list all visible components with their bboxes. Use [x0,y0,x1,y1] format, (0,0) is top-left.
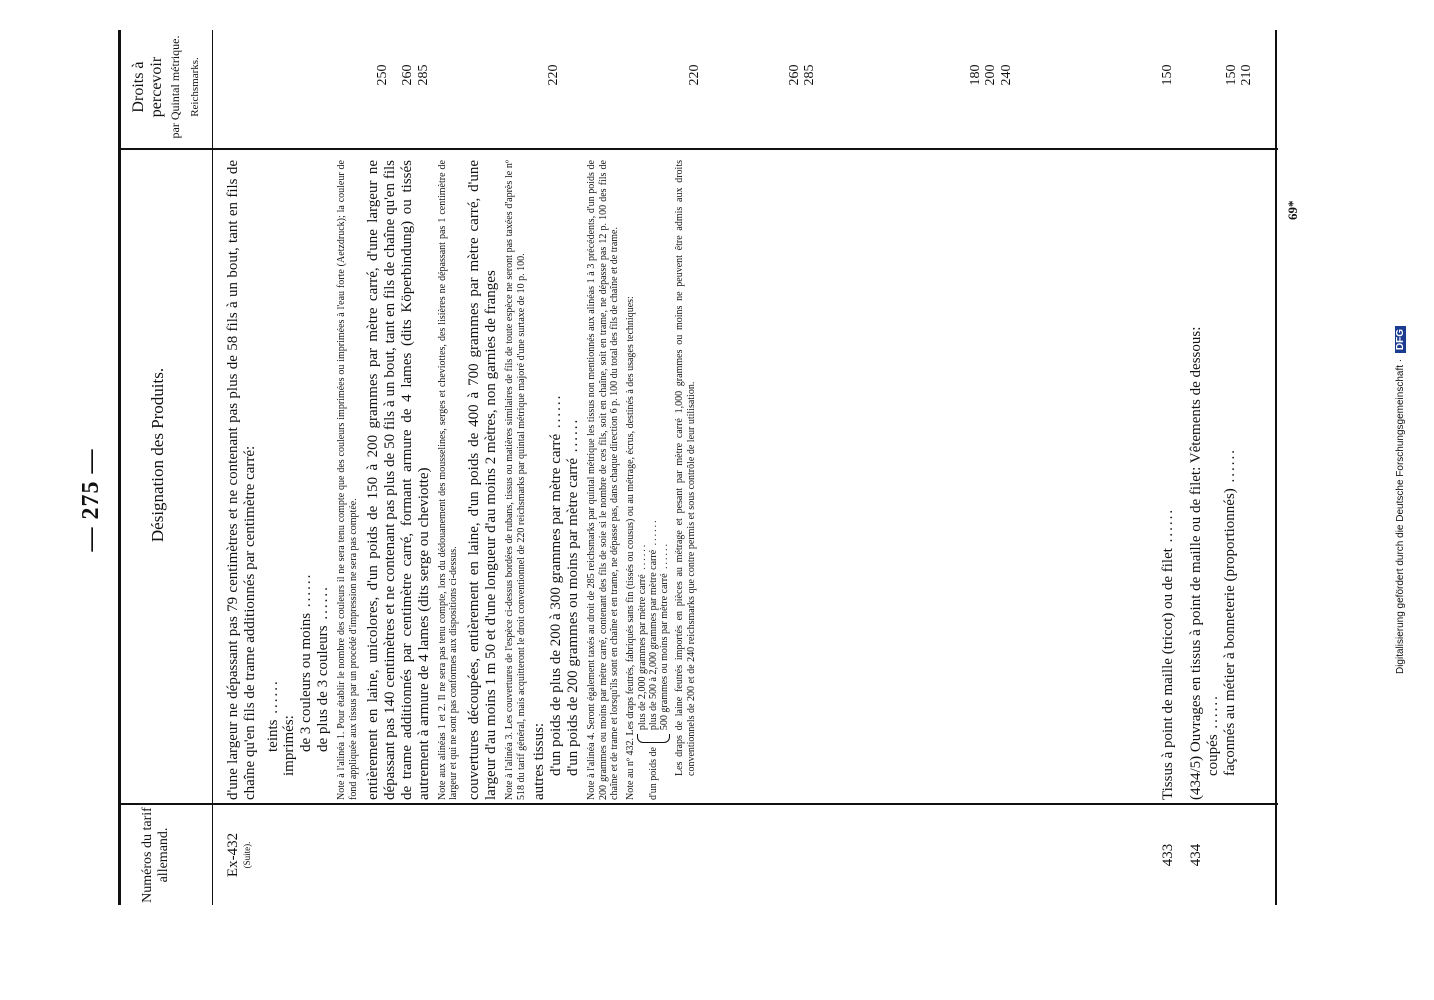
footer-mark: 69* [1285,200,1300,220]
column-divider [118,803,1278,805]
rate-cell: 250 260 285 220 220 260 285 180 200 240 [375,64,1014,86]
designation-cell: Tissus à point de maille (tricot) ou de filet ...... [1160,160,1177,800]
rate-subtitle: par Quintal métrique. [167,35,182,139]
rate-unit: Reichsmarks. [188,57,201,117]
column-header-designation: Désignation des Produits. [148,367,167,543]
tariff-number: 434 [1188,843,1204,867]
page-number: — 275 — [78,448,104,552]
tariff-number: 433 [1160,843,1176,867]
rate-cell: 150 [1160,64,1175,86]
designation-cell: (434/5) Ouvrages en tissus à point de maille ou de filet: Vêtements de dessous: coupés ...... façonnés au métier à bonneterie (proportionnés) ...... [1188,160,1238,800]
weight-bracket: d'un poids de plus de 2,000 grammes par mètre carré ...... plus de 500 à 2,000 grammes par mètre carré ...... 500 grammes ou moins par mètre carré ...... [637,160,671,800]
dfg-logo: DFG [1395,326,1406,353]
rate-cell: 150 210 [1224,64,1255,86]
column-header-rates [130,32,201,142]
table-bottom-rule [1275,30,1277,905]
designation-cell: d'une largeur ne dépassant pas 79 centimètres et ne contenant pas plus de 58 fils à un bout, tant en fils de chaîne qu'en fils de trame additionnés par centimètre carré: teints ...... imprimés: de 3 couleurs ou moins ...... de plus de 3 couleurs ...... Note à l'alinéa 1. Pour établir le nombre des couleurs il ne sera tenu compte que des couleurs imprimées ou imprimées à l'eau forte (Aetzdruck); la couleur de fond appliquée aux tissus par un procédé d'impression ne sera pas comptée. entièrement en laine, unicolores, d'un poids de 150 à 200 grammes par mètre carré, d'une largeur ne dépassant pas 140 centimètres et ne contenant pas plus de 50 fils à un bout, tant en fils de chaîne qu'en fils de trame additionnés par centimètre carré, formant armure de 4 lames (dits Köperbindung) ou tissés autrement à armure de 4 lames (dits serge ou cheviotte) Note aux alinéas 1 et 2. Il ne sera pas tenu compte, lors du dédouanement des mousselines, serges et cheviottes, des lisières ne dépassant pas 1 centimètre de largeur et qui ne sont pas conformes aux dispositions ci-dessus. couvertures découpées, entièrement en laine, d'un poids de 400 à 700 grammes par mètre carré, d'une largeur d'au moins 1 m 50 et d'une longueur d'au moins 2 mètres, non garnies de franges Note à l'alinéa 3. Les couvertures de l'espèce ci-dessus bordées de rubans, tissus ou matières similaires de fils de toute espèce ne seront pas taxées d'après le nº 518 du tarif général, mais acquitteront le droit conventionnel de 220 reichsmarks par quintal métrique majoré d'une surtaxe de 10 p. 100. autres tissus: d'un poids de plus de 200 à 300 grammes par mètre carré ...... d'un poids de 200 grammes ou moins par mètre carré ...... Note à l'alinéa 4. Seront également taxés au droit de 285 reichsmarks par quintal métrique les tissus non mentionnés aux alinéas 1 à 3 précédents, d'un poids de 200 grammes ou moins par mètre carré, contenant des fils de soie si le nombre de ces fils, soit en chaîne, soit en trame, ne dépasse pas 12 p. 100 des fils de chaîne et de trame et lorsqu'ils sont en chaîne et en trame, ne dépasse pas, dans chaque direction 6 p. 100 du total des fils de chaîne et de trame. Note au nº 432. Les draps feutrés, fabriqués sans fin (tissés ou cousus) ou au métrage, écrus, destinés à des usages techniques: d'un poids de plus de 2,000 grammes par mètre carré ...... plus de 500 à 2,000 grammes par mètre carré ...... 500 grammes ou moins par mètre carré ...... Les draps de laine feutrés importés en pièces au métrage et pesant par mètre carré 1,000 grammes ou moins ne peuvent être admis aux droits conventionnels de 200 et de 240 reichsmarks que contre permis et sous contrôle de leur utilisation. [225,160,698,800]
table-top-rule [118,30,121,905]
tariff-number: Ex-432 (Suite). [225,832,252,878]
digitization-note: Digitalisierung gefördert durch die Deutsche Forschungsgemeinschaft · DFG [1395,20,1406,980]
column-header-numbers: Numéros du tarif allemand. [140,807,172,903]
header-rule [212,30,213,905]
rate-title: Droits à percevoir [130,56,166,118]
column-divider [118,148,1278,150]
